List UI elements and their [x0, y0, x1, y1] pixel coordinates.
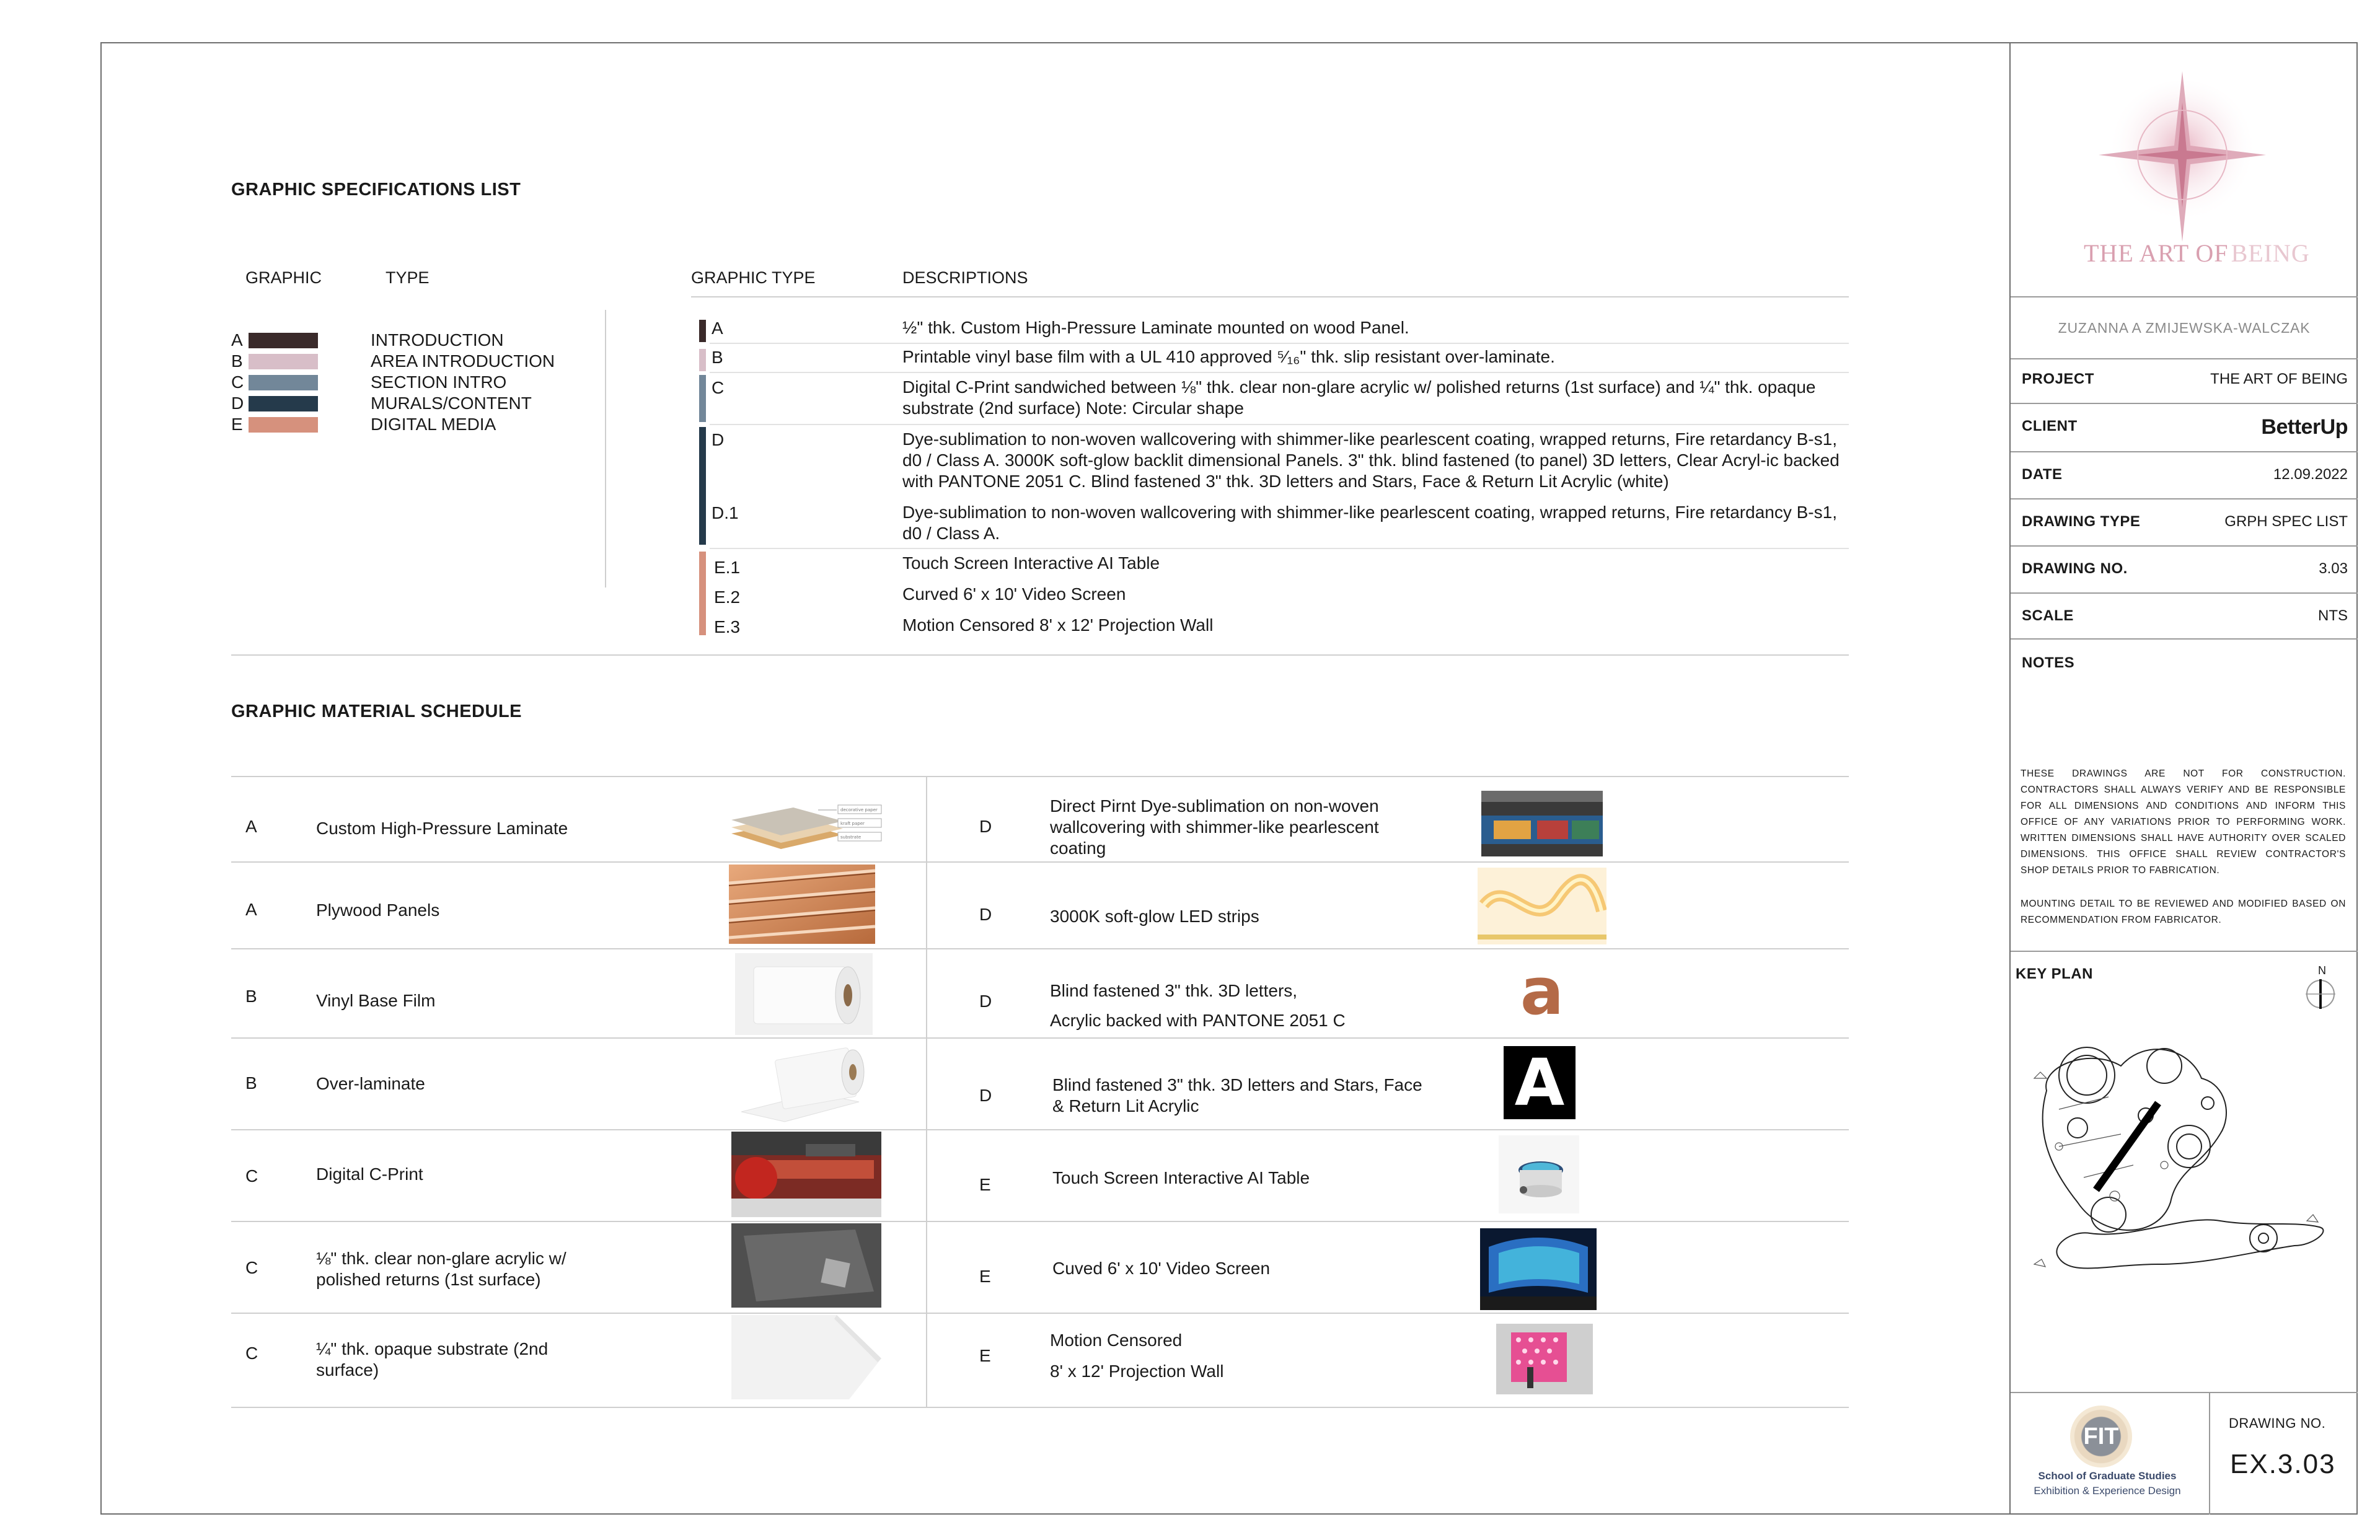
- graphic-type-code: C: [712, 378, 725, 397]
- schedule-divider: [926, 776, 927, 1407]
- title-block-rule: [2011, 638, 2358, 640]
- legend-type: INTRODUCTION: [371, 330, 504, 350]
- over-laminate-thumbnail: [741, 1042, 874, 1123]
- title-block-rule: [2011, 592, 2358, 594]
- program-name: Exhibition & Experience Design: [2034, 1485, 2181, 1497]
- field-value-drawing-no: 3.03: [2319, 560, 2348, 577]
- graphic-type-bar-e: [699, 552, 706, 635]
- spec-description: Touch Screen Interactive AI Table: [902, 553, 1160, 573]
- legend-item: [231, 415, 496, 434]
- schedule-rule: [231, 861, 1849, 863]
- ai-table-thumbnail: [1499, 1135, 1579, 1213]
- legend-swatch: [249, 354, 318, 369]
- material-schedule-title: GRAPHIC MATERIAL SCHEDULE: [231, 702, 522, 721]
- client-logo: BetterUp: [2261, 415, 2348, 439]
- graphic-type-bar-a: [699, 320, 706, 342]
- notes-text: THESE DRAWINGS ARE NOT FOR CONSTRUCTION. CONTRACTORS SHALL ALWAYS VERIFY AND BE RESPONSIBLE FOR ALL DIMENSIONS AND CONDITIONS AND INFORM THIS OFFICE OF ANY VARIATIONS PRIOR TO PERFORMING WORK. WRITTEN DIMENSIONS SHALL HAVE AUTHORITY OVER SCALED DIMENSIONS. THIS OFFICE SHALL REVIEW CONTRACTOR'S SHOP DETAILS PRIOR TO FABRICATION.: [2021, 768, 2346, 876]
- schedule-rule: [231, 1129, 1849, 1130]
- graphic-type-code: D.1: [712, 503, 739, 522]
- schedule-rule: [231, 948, 1849, 949]
- row-rule: [710, 372, 1849, 373]
- schedule-rule: [231, 776, 1849, 777]
- schedule-code: E: [979, 1267, 991, 1286]
- schedule-item: Custom High-Pressure Laminate: [316, 819, 568, 838]
- schedule-code: E: [979, 1346, 991, 1365]
- graphic-type-bar-d: [699, 427, 706, 545]
- notes-text: MOUNTING DETAIL TO BE REVIEWED AND MODIFIED BASED ON RECOMMENDATION FROM FABRICATOR.: [2021, 899, 2346, 925]
- schedule-code: C: [245, 1258, 258, 1277]
- title-block-rule: [2011, 1392, 2358, 1393]
- schedule-code: E: [979, 1175, 991, 1194]
- row-rule: [710, 424, 1849, 425]
- col-header-graphic: GRAPHIC: [245, 268, 322, 287]
- legend-swatch: [249, 333, 318, 348]
- graphic-type-code: A: [712, 319, 723, 338]
- title-block-rule: [2011, 403, 2358, 404]
- key-plan-drawing: [2022, 1041, 2344, 1314]
- graphic-type-bar-c: [699, 375, 706, 422]
- video-screen-thumbnail: [1480, 1228, 1597, 1310]
- schedule-item: Cuved 6' x 10' Video Screen: [1052, 1259, 1271, 1278]
- graphic-type-code: E.2: [714, 587, 741, 607]
- projection-wall-thumbnail: [1496, 1324, 1593, 1394]
- acrylic-thumbnail: [731, 1223, 881, 1308]
- graphic-type-bar-b: [699, 349, 706, 371]
- field-label-drawing-type: DRAWING TYPE: [2022, 513, 2141, 530]
- north-label: N: [2318, 964, 2326, 977]
- schedule-item: Direct Pirnt Dye-sublimation on non-woven wallcovering with shimmer-like pearlescent coating: [1050, 796, 1379, 858]
- legend-type: AREA INTRODUCTION: [371, 351, 555, 371]
- schedule-rule: [231, 1407, 1849, 1408]
- schedule-code: C: [245, 1166, 258, 1186]
- schedule-code: D: [979, 1086, 992, 1105]
- legend-swatch: [249, 396, 318, 411]
- schedule-item: Over-laminate: [316, 1074, 425, 1093]
- dye-sub-printer-thumbnail: [1481, 791, 1603, 856]
- legend-letter: A: [231, 330, 243, 350]
- legend-swatch: [249, 417, 318, 433]
- col-header-descriptions: DESCRIPTIONS: [902, 268, 1028, 287]
- legend-type: MURALS/CONTENT: [371, 394, 532, 413]
- schedule-item: Digital C-Print: [316, 1164, 423, 1184]
- designer-name: ZUZANNA A ZMIJEWSKA-WALCZAK: [2058, 320, 2311, 336]
- field-label-drawing-no: DRAWING NO.: [2022, 560, 2128, 577]
- header-rule: [691, 296, 1849, 297]
- drawing-frame: [100, 42, 2358, 1515]
- laminate-thumbnail: [725, 790, 886, 852]
- title-block-rule: [2011, 951, 2358, 952]
- laminate-label: substrate: [840, 835, 862, 840]
- schedule-code: C: [245, 1344, 258, 1363]
- spec-description: Motion Censored 8' x 12' Projection Wall: [902, 615, 1214, 635]
- col-header-graphic-type: GRAPHIC TYPE: [691, 268, 816, 287]
- schedule-code: D: [979, 905, 992, 924]
- schedule-item: Plywood Panels: [316, 900, 440, 920]
- schedule-code: A: [245, 900, 257, 919]
- legend-letter: B: [231, 351, 243, 371]
- row-rule: [710, 343, 1849, 344]
- graphic-type-code: E.1: [714, 558, 741, 577]
- spec-description: Dye-sublimation to non-woven wallcovering with shimmer-like pearlescent coating, wrapped returns, Fire retardancy B-s1, d0 / Class A.: [902, 503, 1837, 543]
- col-header-type: TYPE: [386, 268, 430, 287]
- legend-swatch: [249, 375, 318, 390]
- laminate-label: decorative paper: [840, 807, 878, 812]
- title-block-rule: [2011, 451, 2358, 452]
- drawing-no-label: DRAWING NO.: [2229, 1415, 2326, 1431]
- schedule-item: ¼" thk. opaque substrate (2nd surface): [316, 1339, 549, 1379]
- legend-letter: E: [231, 415, 243, 434]
- field-value-drawing-type: GRPH SPEC LIST: [2224, 513, 2348, 530]
- fit-logo: [2070, 1406, 2132, 1467]
- title-block-rule: [2011, 296, 2358, 297]
- field-value-date: 12.09.2022: [2273, 466, 2348, 483]
- spec-description: Digital C-Print sandwiched between ⅛" thk. clear non-glare acrylic w/ polished returns (1st surface) and ¼" thk. opaque substrate (2nd surface) Note: Circular shape: [902, 377, 1816, 418]
- schedule-code: B: [245, 1073, 257, 1093]
- schedule-item: Vinyl Base Film: [316, 991, 436, 1010]
- schedule-code: A: [245, 817, 257, 836]
- legend-item: [231, 351, 555, 371]
- drawing-no-value: EX.3.03: [2230, 1449, 2336, 1479]
- title-block-border: [2009, 42, 2011, 1515]
- field-label-project: PROJECT: [2022, 371, 2094, 387]
- legend-divider: [605, 310, 606, 587]
- field-label-scale: SCALE: [2022, 607, 2074, 624]
- schedule-code: D: [979, 992, 992, 1011]
- laminate-label: kraft paper: [840, 821, 865, 826]
- section-rule: [231, 654, 1849, 656]
- led-strip-thumbnail: [1478, 868, 1606, 944]
- graphic-type-code: B: [712, 348, 723, 367]
- c-print-thumbnail: [731, 1132, 881, 1217]
- graphic-type-code: E.3: [714, 617, 741, 636]
- schedule-rule: [231, 1313, 1849, 1314]
- logo-wordmark: [2084, 239, 2310, 268]
- schedule-item: Blind fastened 3" thk. 3D letters,: [1050, 981, 1298, 1000]
- schedule-item: Touch Screen Interactive AI Table: [1052, 1168, 1310, 1187]
- substrate-thumbnail: [731, 1315, 881, 1399]
- spec-description: ½" thk. Custom High-Pressure Laminate mounted on wood Panel.: [902, 318, 1409, 337]
- schedule-item: ⅛" thk. clear non-glare acrylic w/ polished returns (1st surface): [316, 1249, 566, 1289]
- school-name: School of Graduate Studies: [2038, 1470, 2177, 1482]
- schedule-rule: [231, 1221, 1849, 1222]
- vinyl-roll-thumbnail: [735, 953, 873, 1035]
- schedule-item: 8' x 12' Projection Wall: [1050, 1362, 1224, 1381]
- title-block-rule: [2011, 498, 2358, 499]
- spec-description: Dye-sublimation to non-woven wallcovering with shimmer-like pearlescent coating, wrapped returns, Fire retardancy B-s1, d0 / Class A. 3000K soft-glow backlit dimensional Panels. 3" thk. blind fastened (to panel) 3D letters, Clear Acryl-ic backed with PANTONE 2051 C. Blind fastened 3" thk. 3D letters and Stars, Face & Return Lit Acrylic (white): [902, 429, 1840, 491]
- 3d-letter-a-lowercase: a: [1520, 959, 1564, 1027]
- legend-type: SECTION INTRO: [371, 372, 507, 392]
- 3d-letter-a-uppercase: A: [1504, 1046, 1576, 1119]
- schedule-item: Motion Censored: [1050, 1331, 1183, 1350]
- title-block-divider: [2209, 1392, 2210, 1515]
- legend-type: DIGITAL MEDIA: [371, 415, 496, 434]
- logo-text-art-of: THE ART OF: [2084, 239, 2229, 267]
- spec-description: Curved 6' x 10' Video Screen: [902, 584, 1126, 604]
- title-block-rule: [2011, 545, 2358, 547]
- graphic-type-code: D: [712, 430, 725, 449]
- notes-label: NOTES: [2022, 654, 2075, 671]
- row-rule: [710, 548, 1849, 549]
- field-value-scale: NTS: [2318, 607, 2348, 624]
- schedule-code: B: [245, 987, 257, 1006]
- field-label-client: CLIENT: [2022, 418, 2078, 434]
- spec-list-title: GRAPHIC SPECIFICATIONS LIST: [231, 180, 521, 200]
- key-plan-label: KEY PLAN: [2016, 966, 2093, 982]
- field-value-project: THE ART OF BEING: [2210, 371, 2348, 387]
- schedule-rule: [231, 1037, 1849, 1039]
- legend-item: [231, 330, 504, 350]
- fit-logo-text: FIT: [2083, 1423, 2119, 1450]
- schedule-item: 3000K soft-glow LED strips: [1050, 907, 1259, 926]
- north-arrow-icon: [2304, 978, 2337, 1010]
- legend-letter: D: [231, 394, 244, 413]
- schedule-code: D: [979, 817, 992, 836]
- logo-text-being: BEING: [2231, 239, 2310, 267]
- legend-item: [231, 394, 532, 413]
- legend-item: [231, 372, 507, 392]
- field-label-date: DATE: [2022, 466, 2063, 483]
- plywood-thumbnail: [729, 865, 875, 944]
- legend-letter: C: [231, 372, 244, 392]
- title-block-rule: [2011, 358, 2358, 359]
- spec-description: Printable vinyl base film with a UL 410 approved ⁵⁄₁₆" thk. slip resistant over-laminate.: [902, 347, 1555, 366]
- schedule-item: Acrylic backed with PANTONE 2051 C: [1050, 1011, 1346, 1030]
- schedule-item: Blind fastened 3" thk. 3D letters and Stars, Face & Return Lit Acrylic: [1052, 1075, 1422, 1115]
